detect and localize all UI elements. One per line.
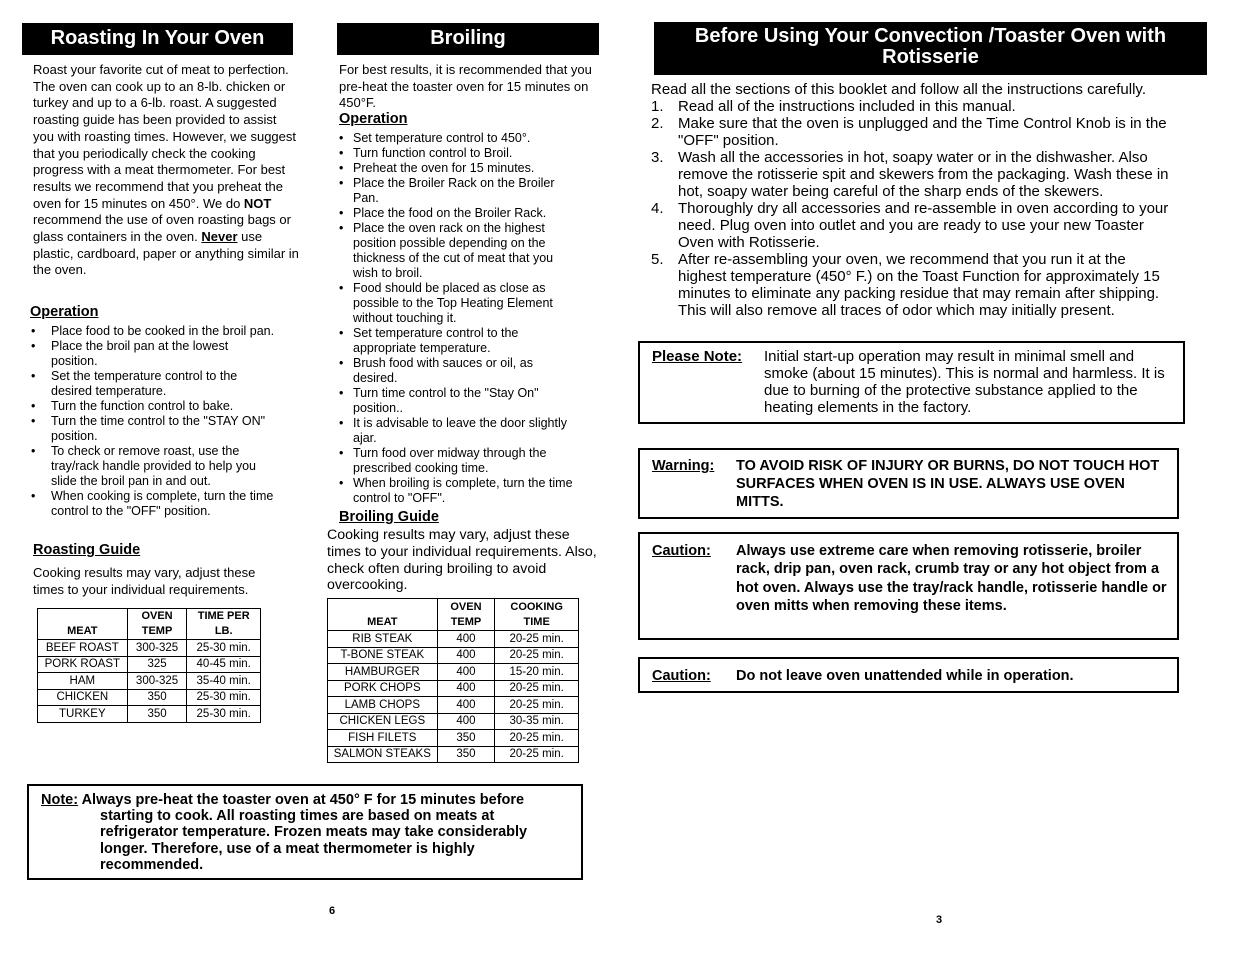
- table-row: [38, 656, 261, 673]
- roasting-title: Roasting In Your Oven: [22, 23, 293, 55]
- roasting-intro-text-b: recommend the use of oven roasting bags or glass containers in the oven.: [33, 212, 291, 245]
- table-cell: 35-40 min.: [187, 673, 261, 690]
- table-cell: 400: [437, 631, 495, 648]
- operation-step: • Turn function control to Broil.: [339, 146, 579, 161]
- caution-2-label: Caution:: [652, 668, 711, 684]
- table-cell: 20-25 min.: [495, 680, 579, 697]
- setup-step: [651, 149, 1176, 200]
- operation-step: • Place the Broiler Rack on the Broiler Pan.: [339, 176, 579, 206]
- operation-step: • Turn the time control to the "STAY ON" position.: [31, 414, 276, 444]
- caution-box-2: [638, 657, 1179, 693]
- roasting-intro-text-c: use plastic, cardboard, paper or anything similar in the oven.: [33, 229, 299, 278]
- table-header-cell: TIME PER LB.: [187, 609, 261, 640]
- table-cell: 20-25 min.: [495, 631, 579, 648]
- roasting-guide-text: Cooking results may vary, adjust these times to your individual requirements.: [33, 565, 256, 597]
- table-cell: 350: [437, 746, 495, 763]
- operation-step: • It is advisable to leave the door slightly ajar.: [339, 416, 579, 446]
- operation-step: • Brush food with sauces or oil, as desired.: [339, 356, 579, 386]
- operation-step: • Turn food over midway through the prescribed cooking time.: [339, 446, 579, 476]
- table-cell: RIB STEAK: [328, 631, 438, 648]
- table-cell: CHICKEN: [38, 689, 128, 706]
- broiling-guide-text: Cooking results may vary, adjust these times to your individual requirements. Also, check often during broiling to avoid overcooking.: [327, 527, 597, 594]
- table-row: [38, 673, 261, 690]
- table-header-cell: OVEN TEMP: [437, 599, 495, 631]
- please-note-text: Initial start-up operation may result in minimal smell and smoke (about 15 minutes). This is normal and harmless. It is due to burning of the protective substance applied to the heating elements in the factory.: [764, 348, 1165, 416]
- before-using-title-line1: Before Using Your Convection /Toaster Oven with: [694, 25, 1167, 47]
- table-cell: 15-20 min.: [495, 664, 579, 681]
- table-cell: 25-30 min.: [187, 706, 261, 723]
- table-cell: 300-325: [127, 673, 187, 690]
- roasting-intro-never: Never: [201, 229, 238, 245]
- setup-step-text: Wash all the accessories in hot, soapy water or in the dishwasher. Also remove the rotisserie spit and skewers from the packaging. Wash these in hot, soapy water being careful of the sharp ends of the skewers.: [678, 149, 1169, 200]
- table-row: [328, 713, 579, 730]
- table-cell: 20-25 min.: [495, 697, 579, 714]
- warning-box: [638, 448, 1179, 519]
- table-row: [38, 706, 261, 723]
- table-cell: 20-25 min.: [495, 746, 579, 763]
- operation-step: • Set temperature control to the appropriate temperature.: [339, 326, 579, 356]
- table-cell: FISH FILETS: [328, 730, 438, 747]
- broiling-guide-heading: Broiling Guide: [339, 509, 439, 525]
- setup-step-text: Read all of the instructions included in this manual.: [678, 98, 1016, 115]
- table-cell: 300-325: [127, 640, 187, 657]
- setup-step-number: 4.: [651, 200, 664, 217]
- operation-step: • When cooking is complete, turn the time control to the "OFF" position.: [31, 489, 276, 519]
- setup-step: [651, 98, 1176, 115]
- note-box: [27, 784, 583, 880]
- table-cell: 350: [127, 706, 187, 723]
- broiling-operation-list: [339, 131, 579, 506]
- table-cell: HAMBURGER: [328, 664, 438, 681]
- setup-step: [651, 115, 1176, 149]
- table-row: [328, 647, 579, 664]
- before-using-title: [654, 22, 1207, 75]
- table-cell: 400: [437, 713, 495, 730]
- table-header-cell: MEAT: [328, 599, 438, 631]
- table-cell: CHICKEN LEGS: [328, 713, 438, 730]
- operation-step: • Food should be placed as close as possible to the Top Heating Element without touching it.: [339, 281, 579, 326]
- roasting-guide-heading: Roasting Guide: [33, 542, 141, 558]
- table-header-cell: MEAT: [38, 609, 128, 640]
- table-cell: BEEF ROAST: [38, 640, 128, 657]
- roasting-guide-table: [37, 608, 261, 723]
- table-cell: SALMON STEAKS: [328, 746, 438, 763]
- page-number-left: 6: [329, 905, 336, 917]
- table-row: [328, 680, 579, 697]
- table-row: [38, 640, 261, 657]
- table-cell: HAM: [38, 673, 128, 690]
- table-cell: 20-25 min.: [495, 647, 579, 664]
- table-cell: 40-45 min.: [187, 656, 261, 673]
- table-cell: 20-25 min.: [495, 730, 579, 747]
- before-using-title-line2: Rotisserie: [882, 46, 979, 68]
- roasting-operation-list: [31, 324, 276, 519]
- table-row: [328, 746, 579, 763]
- roasting-intro-not: NOT: [243, 195, 272, 211]
- setup-step: [651, 200, 1176, 251]
- table-cell: 25-30 min.: [187, 640, 261, 657]
- broiling-intro: For best results, it is recommended that you pre-heat the toaster oven for 15 minutes on 450°F.: [339, 62, 592, 111]
- roasting-intro-text-a: Roast your favorite cut of meat to perfection. The oven can cook up to an 8-lb. chicken or turkey and up to a 6-lb. roast. A suggested roasting guide has been provided to assist you with roasting times. However, we suggest that you periodically check the cooking progress with a meat thermometer. For best results we recommend that you preheat the oven for 15 minutes on 450°. We do: [33, 62, 297, 211]
- table-cell: 400: [437, 697, 495, 714]
- operation-step: • Place food to be cooked in the broil pan.: [31, 324, 276, 339]
- note-text: Always pre-heat the toaster oven at 450° F for 15 minutes before starting to cook. All roasting times are based on meats at refrigerator temperature. Frozen meats may take considerably longer. Therefore, use of a meat thermometer is highly recommended.: [81, 792, 528, 873]
- operation-step: • Place the oven rack on the highest position possible depending on the thickness of the cut of meat that you wish to broil.: [339, 221, 579, 281]
- roasting-operation-heading: Operation: [30, 304, 99, 320]
- please-note-box: [638, 341, 1185, 424]
- caution-box-1: [638, 532, 1179, 640]
- table-cell: 400: [437, 664, 495, 681]
- broiling-operation-heading: Operation: [339, 111, 408, 127]
- please-note-label: Please Note:: [652, 348, 743, 365]
- table-cell: PORK ROAST: [38, 656, 128, 673]
- before-using-intro: Read all the sections of this booklet and follow all the instructions carefully.: [651, 81, 1146, 98]
- table-cell: 30-35 min.: [495, 713, 579, 730]
- broiling-title: Broiling: [337, 23, 599, 55]
- table-cell: 400: [437, 647, 495, 664]
- operation-step: • When broiling is complete, turn the time control to "OFF".: [339, 476, 579, 506]
- table-cell: 325: [127, 656, 187, 673]
- setup-step-text: After re-assembling your oven, we recommend that you run it at the highest temperature (450° F.) on the Toast Function for approximately 15 minutes to eliminate any packing residue that may remain after shipping. This will also remove all traces of odor which may initially present.: [678, 251, 1160, 319]
- warning-text: TO AVOID RISK OF INJURY OR BURNS, DO NOT TOUCH HOT SURFACES WHEN OVEN IS IN USE. ALWAYS USE OVEN MITTS.: [736, 458, 1160, 511]
- broiling-guide-table: [327, 598, 579, 763]
- table-cell: 350: [437, 730, 495, 747]
- page-number-right: 3: [936, 914, 943, 926]
- note-label: Note:: [41, 792, 79, 808]
- table-cell: TURKEY: [38, 706, 128, 723]
- setup-step-text: Make sure that the oven is unplugged and the Time Control Knob is in the "OFF" position.: [678, 115, 1167, 149]
- setup-step-number: 2.: [651, 115, 664, 132]
- setup-step-text: Thoroughly dry all accessories and re-assemble in oven according to your need. Plug oven into outlet and you are ready to use your new Toaster Oven with Rotisserie.: [678, 200, 1169, 251]
- operation-step: • To check or remove roast, use the tray/rack handle provided to help you slide the broil pan in and out.: [31, 444, 276, 489]
- setup-step-number: 1.: [651, 98, 664, 115]
- caution-1-text: Always use extreme care when removing rotisserie, broiler rack, drip pan, oven rack, crumb tray or any hot object from a hot oven. Always use the tray/rack handle, rotisserie handle or oven mitts when removing these items.: [736, 543, 1167, 615]
- operation-step: • Turn the function control to bake.: [31, 399, 276, 414]
- setup-step-number: 5.: [651, 251, 664, 268]
- table-row: [328, 730, 579, 747]
- operation-step: • Place the food on the Broiler Rack.: [339, 206, 579, 221]
- operation-step: • Place the broil pan at the lowest position.: [31, 339, 276, 369]
- table-cell: 400: [437, 680, 495, 697]
- table-cell: PORK CHOPS: [328, 680, 438, 697]
- table-header-cell: OVEN TEMP: [127, 609, 187, 640]
- table-row: [38, 689, 261, 706]
- warning-label: Warning:: [652, 458, 715, 474]
- table-row: [328, 664, 579, 681]
- operation-step: • Turn time control to the "Stay On" position..: [339, 386, 579, 416]
- roasting-intro: [33, 62, 301, 279]
- operation-step: • Preheat the oven for 15 minutes.: [339, 161, 579, 176]
- caution-1-label: Caution:: [652, 543, 711, 559]
- caution-2-text: Do not leave oven unattended while in operation.: [736, 668, 1074, 684]
- table-cell: LAMB CHOPS: [328, 697, 438, 714]
- setup-step-number: 3.: [651, 149, 664, 166]
- operation-step: • Set the temperature control to the desired temperature.: [31, 369, 276, 399]
- table-cell: T-BONE STEAK: [328, 647, 438, 664]
- table-header-cell: COOKING TIME: [495, 599, 579, 631]
- table-row: [328, 631, 579, 648]
- table-row: [328, 697, 579, 714]
- table-cell: 350: [127, 689, 187, 706]
- table-cell: 25-30 min.: [187, 689, 261, 706]
- setup-step: [651, 251, 1176, 319]
- operation-step: • Set temperature control to 450°.: [339, 131, 579, 146]
- before-using-steps: [651, 98, 1176, 319]
